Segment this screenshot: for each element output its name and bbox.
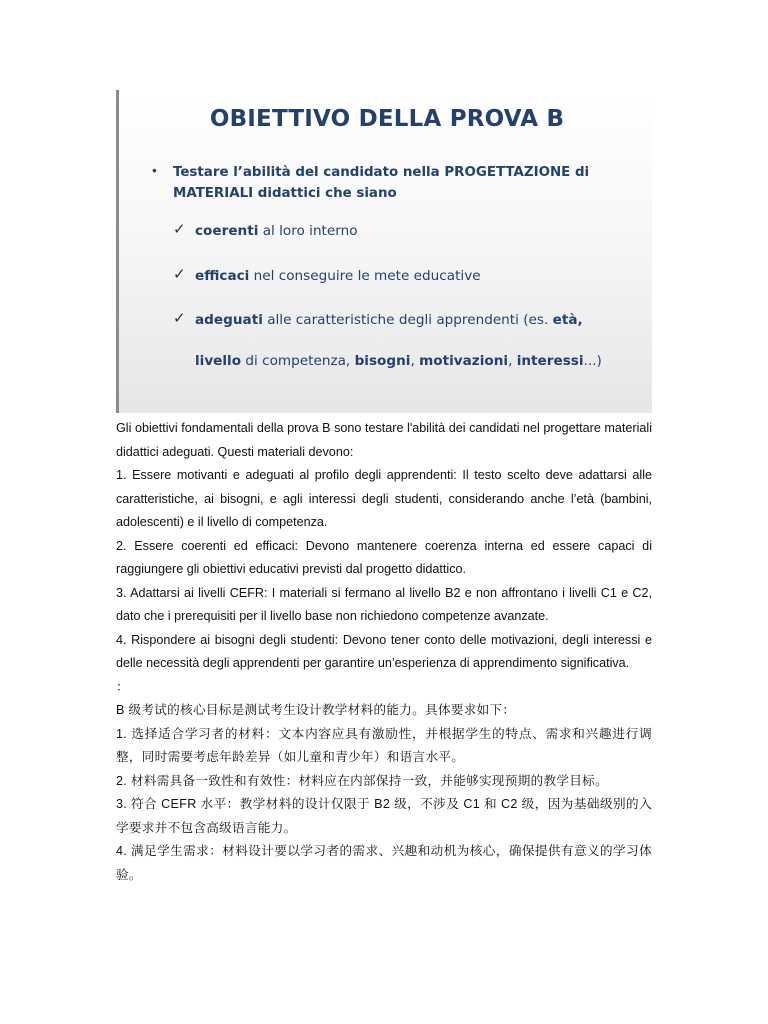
slide-item-adeguati [195,312,635,328]
item-bold: adeguati [195,312,263,328]
italian-point-2: 2. Essere coerenti ed efficaci: Devono mantenere coerenza interna ed essere capaci di raggiungere gli obiettivi educativi previsti dal progetto didattico. [116,538,652,576]
item-text: nel conseguire le mete educative [249,268,481,284]
checkmark-icon: ✓ [173,221,186,238]
slide-item-adeguati-line2 [195,353,635,369]
checkmark-icon: ✓ [173,310,186,327]
document-page [116,90,652,887]
italian-point-1: 1. Essere motivanti e adeguati al profilo degli apprendenti: Il testo scelto deve adattarsi alle caratteristiche, ai bisogni, e agli interessi degli studenti, considerando anche l’età (bambini, adolescenti) e il livello di competenza. [116,468,652,529]
item-text: di competenza, [241,353,355,369]
italian-intro: Gli obiettivi fondamentali della prova B sono testare l'abilità dei candidati nel progettare materiali didattici adeguati. Questi materiali devono: [116,421,652,459]
chinese-point-1: 1. 选择适合学习者的材料：文本内容应具有激励性，并根据学生的特点、需求和兴趣进行调整，同时需要考虑年龄差异（如儿童和青少年）和语言水平。 [116,726,652,764]
slide-item-efficaci [195,268,635,284]
slide-title: OBIETTIVO DELLA PROVA B [209,106,565,132]
item-bold: efficaci [195,268,250,284]
slide-bullet-text: Testare l’abilità del candidato nella PROGETTAZIONE di MATERIALI didattici che siano [173,165,590,201]
item-bold: motivazioni [419,353,509,369]
italian-point-4: 4. Rispondere ai bisogni degli studenti: Devono tener conto delle motivazioni, degli interessi e delle necessità degli apprendenti per garantire un’esperienza di apprendimento significativa. [116,632,652,670]
checkmark-icon: ✓ [173,266,186,283]
chinese-point-2: 2. 材料需具备一致性和有效性：材料应在内部保持一致，并能够实现预期的教学目标。 [116,773,608,788]
item-bold: livello [195,353,242,369]
item-bold: interessi [516,353,584,369]
chinese-point-3: 3. 符合 CEFR 水平：教学材料的设计仅限于 B2 级，不涉及 C1 和 C2 级，因为基础级别的入学要求并不包含高级语言能力。 [116,797,652,835]
item-text: al loro interno [258,223,358,239]
item-bold: età, [552,312,583,328]
item-text: ...) [583,353,602,369]
slide-image [116,90,652,413]
item-bold: coerenti [195,223,259,239]
body-text [116,417,652,887]
item-text: , [508,353,517,369]
item-bold: bisogni [354,353,411,369]
chinese-intro: B 级考试的核心目标是测试考生设计教学材料的能力。具体要求如下： [116,703,516,717]
item-text: , [410,353,420,369]
italian-point-3: 3. Adattarsi ai livelli CEFR: I materiali si fermano al livello B2 e non affrontano i livelli C1 e C2, dato che i prerequisiti per il livello base non richiedono competenze avanzate. [116,585,652,623]
slide-item-coerenti [195,223,635,239]
bullet-dot-icon: • [152,162,157,178]
chinese-point-4: 4. 满足学生需求：材料设计要以学习者的需求、兴趣和动机为核心，确保提供有意义的学习体验。 [116,844,652,882]
colon-line: ： [116,679,129,694]
item-text: alle caratteristiche degli apprendenti (es. [262,312,553,328]
